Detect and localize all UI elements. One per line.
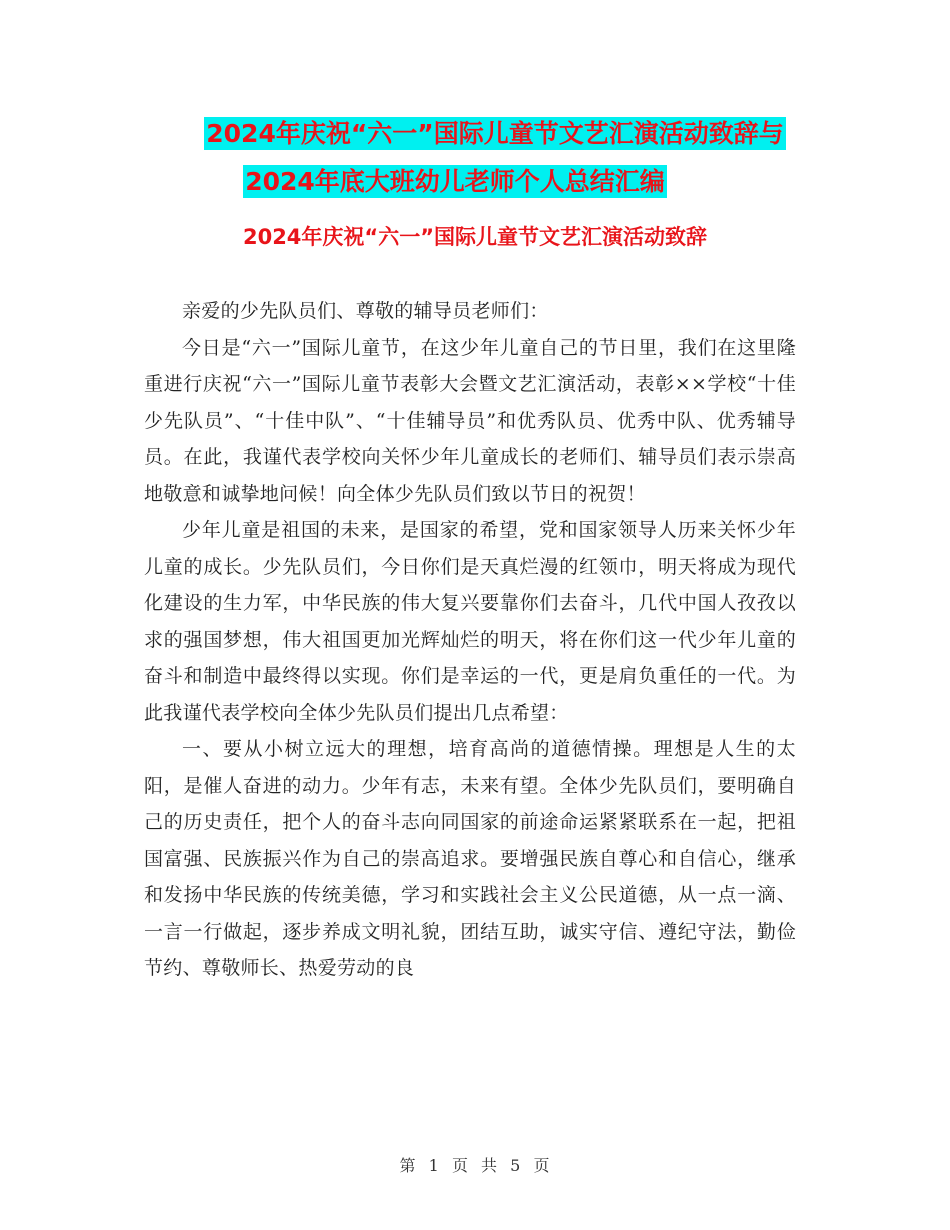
document-body [144,293,796,987]
title-line-2: 2024年底大班幼儿老师个人总结汇编 [245,167,665,196]
footer-prefix: 第 [399,1156,417,1175]
document-title [0,110,950,206]
paragraph: 少年儿童是祖国的未来，是国家的希望，党和国家领导人历来关怀少年儿童的成长。少先队员们，今日你们是天真烂漫的红领巾，明天将成为现代化建设的生力军，中华民族的伟大复兴要靠你们去奋斗，几代中国人孜孜以求的强国梦想，伟大祖国更加光辉灿烂的明天，将在你们这一代少年儿童的奋斗和制造中最终得以实现。你们是幸运的一代，更是肩负重任的一代。为此我谨代表学校向全体少先队员们提出几点希望： [144,519,796,724]
section-title: 2024年庆祝“六一”国际儿童节文艺汇演活动致辞 [242,225,708,249]
paragraph-salutation: 亲爱的少先队员们、尊敬的辅导员老师们： [182,300,549,322]
paragraph: 一、要从小树立远大的理想，培育高尚的道德情操。理想是人生的太阳，是催人奋进的动力。少年有志，未来有望。全体少先队员们，要明确自己的历史责任，把个人的奋斗志向同国家的前途命运紧紧联系在一起，把祖国富强、民族振兴作为自己的崇高追求。要增强民族自尊心和自信心，继承和发扬中华民族的传统美德，学习和实践社会主义公民道德，从一点一滴、一言一行做起，逐步养成文明礼貌，团结互助，诚实守信、遵纪守法，勤俭节约、尊敬师长、热爱劳动的良 [144,738,796,979]
footer-middle: 页 [451,1156,469,1175]
footer-page-number: 1 [428,1156,440,1175]
footer-total-pages: 5 [510,1156,522,1175]
paragraph: 今日是“六一”国际儿童节，在这少年儿童自己的节日里，我们在这里隆重进行庆祝“六一”国际儿童节表彰大会暨文艺汇演活动，表彰××学校“十佳少先队员”、“十佳中队”、“十佳辅导员”和优秀队员、优秀中队、优秀辅导员。在此，我谨代表学校向关怀少年儿童成长的老师们、辅导员们表示崇高地敬意和诚挚地问候！向全体少先队员们致以节日的祝贺！ [144,336,796,505]
footer-suffix: 页 [533,1156,551,1175]
title-line-1: 2024年庆祝“六一”国际儿童节文艺汇演活动致辞与 [206,119,784,148]
footer-of: 共 [481,1156,499,1175]
page-footer [0,1153,950,1176]
